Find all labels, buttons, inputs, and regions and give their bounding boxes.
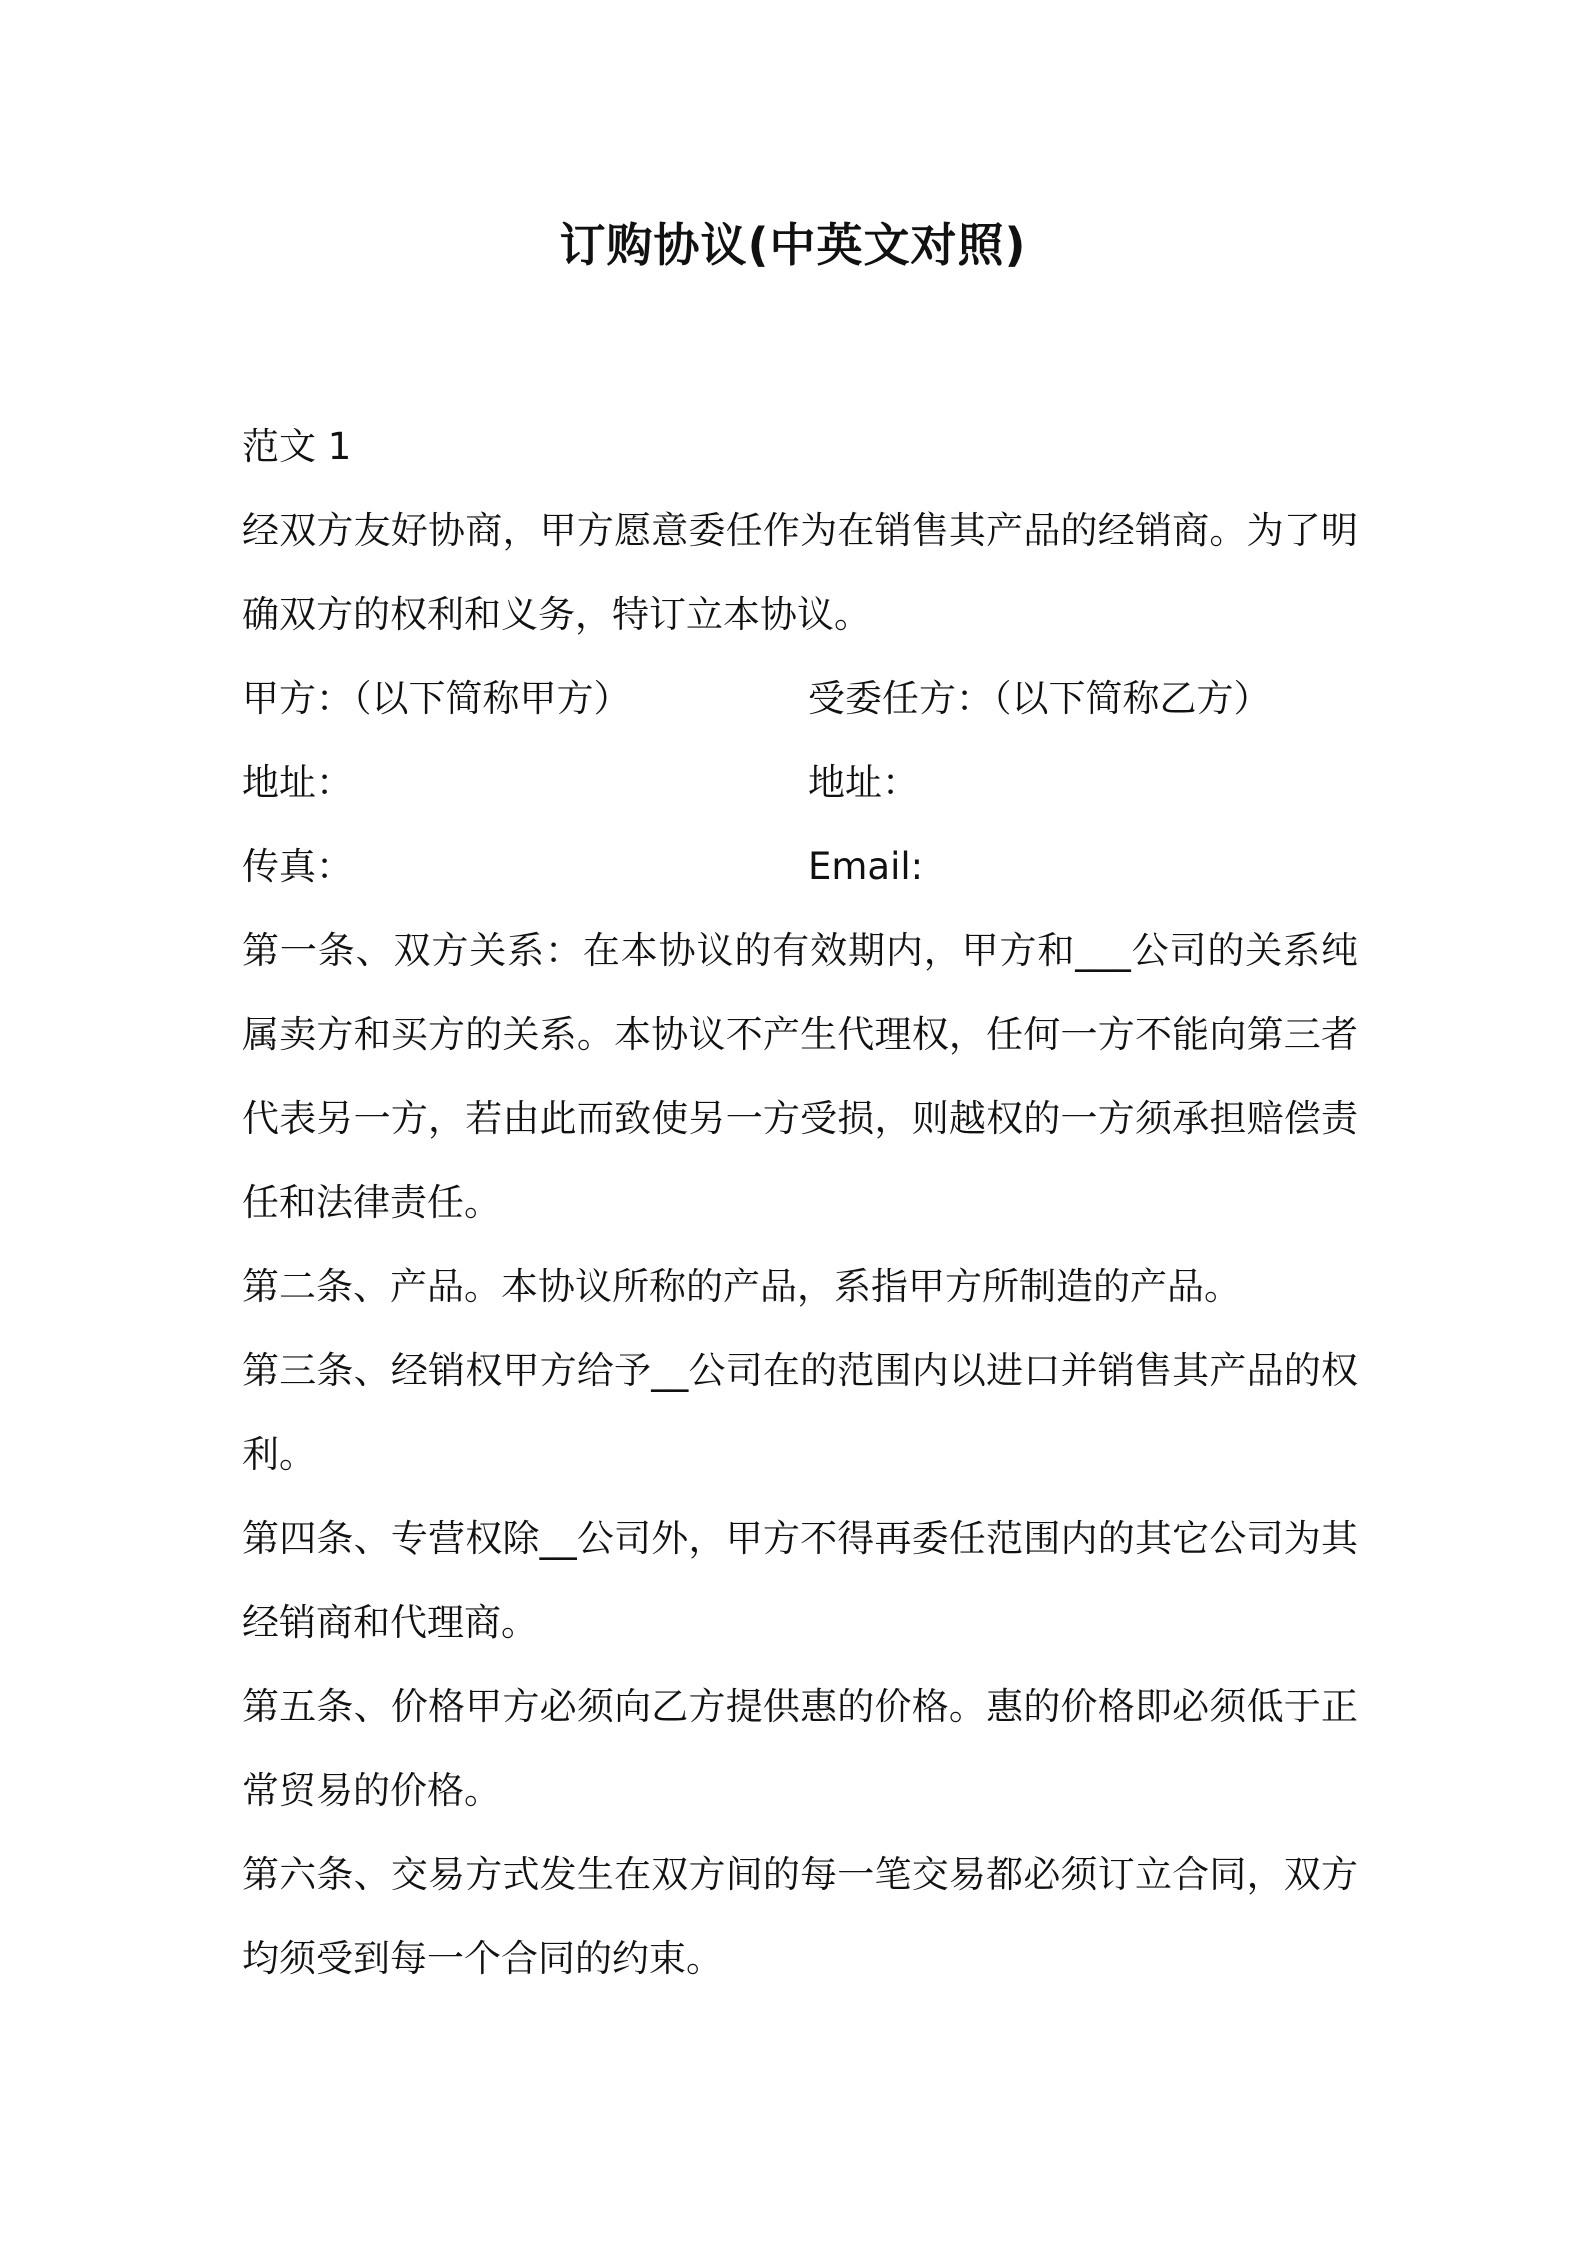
intro-paragraph: 经双方友好协商，甲方愿意委任作为在销售其产品的经销商。为了明确双方的权利和义务，特订立本协议。 bbox=[242, 509, 1358, 636]
party-a-fax: 传真： bbox=[242, 845, 353, 888]
party-a-label: 甲方：（以下简称甲方） bbox=[242, 677, 631, 720]
party-a-address: 地址： bbox=[242, 761, 353, 804]
sample-label: 范文 1 bbox=[242, 425, 352, 468]
party-b-label: 受委任方：（以下简称乙方） bbox=[808, 677, 1271, 720]
article-4: 第四条、专营权除__公司外，甲方不得再委任范围内的其它公司为其经销商和代理商。 bbox=[242, 1517, 1358, 1644]
document-body bbox=[242, 405, 1358, 2001]
party-b-address: 地址： bbox=[808, 761, 919, 804]
article-6: 第六条、交易方式发生在双方间的每一笔交易都必须订立合同，双方均须受到每一个合同的约束。 bbox=[242, 1853, 1358, 1980]
party-b-email: Email: bbox=[808, 845, 924, 888]
article-3: 第三条、经销权甲方给予__公司在的范围内以进口并销售其产品的权利。 bbox=[242, 1349, 1358, 1476]
contact-row bbox=[242, 825, 1358, 909]
article-5: 第五条、价格甲方必须向乙方提供惠的价格。惠的价格即必须低于正常贸易的价格。 bbox=[242, 1685, 1358, 1812]
article-2: 第二条、产品。本协议所称的产品，系指甲方所制造的产品。 bbox=[242, 1265, 1241, 1308]
article-1: 第一条、双方关系：在本协议的有效期内，甲方和___公司的关系纯属卖方和买方的关系。本协议不产生代理权，任何一方不能向第三者代表另一方，若由此而致使另一方受损，则越权的一方须承担赔偿责任和法律责任。 bbox=[242, 929, 1358, 1224]
party-row bbox=[242, 657, 1358, 741]
address-row bbox=[242, 741, 1358, 825]
document-title: 订购协议(中英文对照) bbox=[559, 218, 1027, 272]
